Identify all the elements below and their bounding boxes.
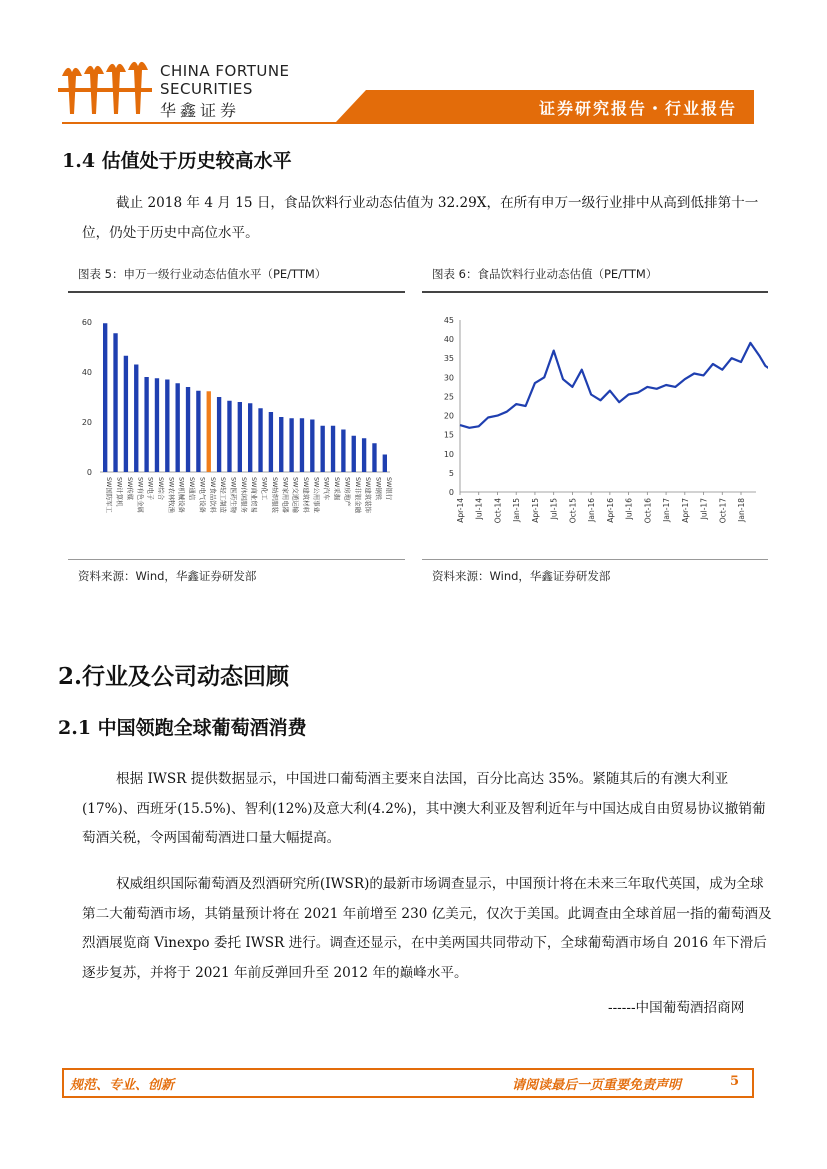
y-tick-label: 45 [443, 316, 454, 325]
x-tick-label: Apr-15 [530, 498, 540, 523]
x-tick-label: SW公用事业 [312, 477, 321, 513]
bar [124, 356, 128, 472]
x-tick-label: SW休闲服务 [239, 477, 248, 513]
x-tick-label: SW传媒 [125, 477, 134, 501]
paragraph-wine-imports: 根据 IWSR 提供数据显示，中国进口葡萄酒主要来自法国，百分比高达 35%。紧随其后的有澳大利亚(17%)、西班牙(15.5%)、智利(12%)及意大利(4.2%)，其中澳大利亚及智利近年与中国达成自由贸易协议撤销葡萄酒关税，令两国葡萄酒进口量大幅提高。 [82, 771, 766, 846]
bar [352, 436, 356, 472]
page-number: 5 [730, 1074, 740, 1089]
bar [207, 391, 211, 472]
bar [103, 323, 107, 472]
report-type-title: 证券研究报告・行业报告 [538, 99, 737, 118]
bar [176, 383, 180, 472]
x-tick-label: SW房地产 [343, 477, 352, 507]
x-tick-label: SW纺织服装 [270, 477, 279, 513]
x-tick-label: Jul-15 [549, 498, 559, 520]
x-tick-label: SW综合 [156, 477, 165, 501]
logo-text-english-2: SECURITIES [160, 80, 253, 98]
x-tick-label: Jan-16 [587, 498, 597, 522]
bar [331, 426, 335, 472]
y-tick-label: 0 [448, 488, 454, 497]
x-tick-label: Jul-17 [699, 498, 709, 520]
bar [186, 387, 190, 472]
x-tick-label: Jan-18 [737, 498, 747, 522]
figure5-caption: 图表 5：申万一级行业动态估值水平（PE/TTM） [78, 267, 327, 281]
series-line [460, 343, 768, 428]
figure6-source: 资料来源：Wind，华鑫证券研发部 [432, 569, 611, 583]
bar [341, 430, 345, 473]
x-tick-label: SW商业贸易 [250, 477, 259, 513]
x-tick-label: SW电气设备 [198, 477, 207, 513]
bar [362, 438, 366, 472]
section-heading-2: 2.行业及公司动态回顾 [58, 663, 290, 690]
y-tick-label: 35 [443, 354, 454, 364]
bar [289, 418, 293, 472]
x-tick-label: SW采掘 [333, 477, 342, 501]
bar [155, 378, 159, 472]
x-tick-label: SW农林牧渔 [167, 477, 176, 513]
x-tick-label: Jul-16 [624, 498, 634, 520]
bar [258, 408, 262, 472]
x-tick-label: SW家用电器 [281, 477, 290, 513]
figure6-caption: 图表 6：食品饮料行业动态估值（PE/TTM） [432, 267, 658, 281]
x-tick-label: SW建筑材料 [301, 477, 310, 513]
x-tick-label: SW建筑装饰 [364, 477, 373, 513]
x-tick-label: SW通信 [188, 477, 197, 501]
bar [321, 426, 325, 472]
bar [144, 377, 148, 472]
x-tick-label: Oct-14 [493, 498, 503, 524]
x-tick-label: Oct-16 [643, 498, 653, 524]
y-tick-label: 40 [443, 335, 454, 345]
bar [238, 402, 242, 472]
x-tick-label: Apr-16 [605, 498, 615, 523]
x-tick-label: SW计算机 [115, 477, 124, 507]
x-tick-label: Oct-15 [568, 498, 578, 524]
x-tick-label: SW汽车 [322, 477, 331, 501]
x-tick-label: Apr-17 [680, 498, 690, 523]
y-tick-label: 20 [443, 411, 454, 421]
figure6-top-rule [422, 291, 768, 293]
x-tick-label: SW国防军工 [105, 477, 114, 513]
x-tick-label: SW电子 [146, 477, 155, 501]
section-heading-2-1: 2.1 中国领跑全球葡萄酒消费 [58, 717, 307, 739]
bar [310, 420, 314, 473]
news-source: ------中国葡萄酒招商网 [608, 1000, 745, 1016]
y-tick-label: 20 [81, 418, 92, 427]
bar [134, 365, 138, 473]
bar [196, 391, 200, 472]
x-tick-label: Apr-14 [456, 498, 465, 523]
paragraph-iwsr-survey: 权威组织国际葡萄酒及烈酒研究所(IWSR)的最新市场调查显示，中国预计将在未来三年取代英国，成为全球第二大葡萄酒市场，其销量预计将在 2021 年前增至 230 亿美元，仅次于美国。此调查由全球首屈一指的葡萄酒及烈酒展览商 Vinexpo 委托 IWSR 进行。调查还显示，在中美两国共同带动下，全球葡萄酒市场自 2016 年下滑后逐步复苏，并将于 2021 年前反弹回升至 2012 年的巅峰水平。 [82, 876, 772, 981]
x-tick-label: SW交通运输 [291, 477, 300, 513]
x-tick-label: Jan-17 [662, 498, 672, 522]
figure6-bottom-rule [422, 559, 768, 560]
bar [165, 380, 169, 473]
y-tick-label: 30 [443, 373, 454, 383]
bar [217, 397, 221, 472]
bar [372, 443, 376, 472]
x-tick-label: SW轻工制造 [219, 477, 228, 513]
x-tick-label: SW医药生物 [229, 477, 238, 513]
x-tick-label: SW有色金属 [136, 477, 145, 513]
footer-slogan: 规范、专业、创新 [70, 1078, 175, 1093]
figure5-bottom-rule [68, 559, 405, 560]
y-tick-label: 60 [81, 318, 92, 327]
figure5-top-rule [68, 291, 405, 293]
x-tick-label: Jan-15 [512, 498, 522, 522]
header-rule [62, 122, 754, 124]
x-tick-label: SW食品饮料 [208, 477, 217, 513]
x-tick-label: Oct-17 [718, 498, 728, 524]
x-tick-label: SW钢铁 [374, 477, 383, 501]
y-tick-label: 5 [448, 468, 454, 478]
y-tick-label: 25 [443, 392, 454, 402]
paragraph-valuation: 截止 2018 年 4 月 15 日，食品饮料行业动态估值为 32.29X，在所有申万一级行业排中从高到低排第十一位，仍处于历史中高位水平。 [82, 195, 759, 241]
section-heading-1-4: 1.4 估值处于历史较高水平 [62, 150, 292, 172]
bar [269, 412, 273, 472]
figure5-bar-chart [68, 296, 405, 556]
footer-disclaimer-link[interactable]: 请阅读最后一页重要免责声明 [512, 1078, 682, 1093]
x-tick-label: SW化工 [260, 477, 269, 501]
y-tick-label: 10 [443, 449, 454, 459]
bar [113, 333, 117, 472]
bar [248, 403, 252, 472]
bar [300, 418, 304, 472]
y-tick-label: 15 [443, 430, 454, 440]
y-tick-label: 0 [86, 468, 92, 477]
figure6-line-chart [422, 296, 768, 556]
bar [383, 455, 387, 473]
bar [227, 401, 231, 472]
logo-text-chinese: 华鑫证券 [160, 101, 241, 120]
bar [279, 417, 283, 472]
figure5-source: 资料来源：Wind，华鑫证券研发部 [78, 569, 257, 583]
y-tick-label: 40 [81, 368, 92, 377]
x-tick-label: Jul-14 [474, 498, 484, 520]
x-tick-label: SW非银金融 [353, 477, 362, 513]
logo-mark-icon [58, 58, 156, 120]
logo-text-english: CHINA FORTUNE [160, 62, 290, 80]
x-tick-label: SW银行 [384, 477, 393, 501]
x-tick-label: SW机械设备 [177, 477, 186, 513]
